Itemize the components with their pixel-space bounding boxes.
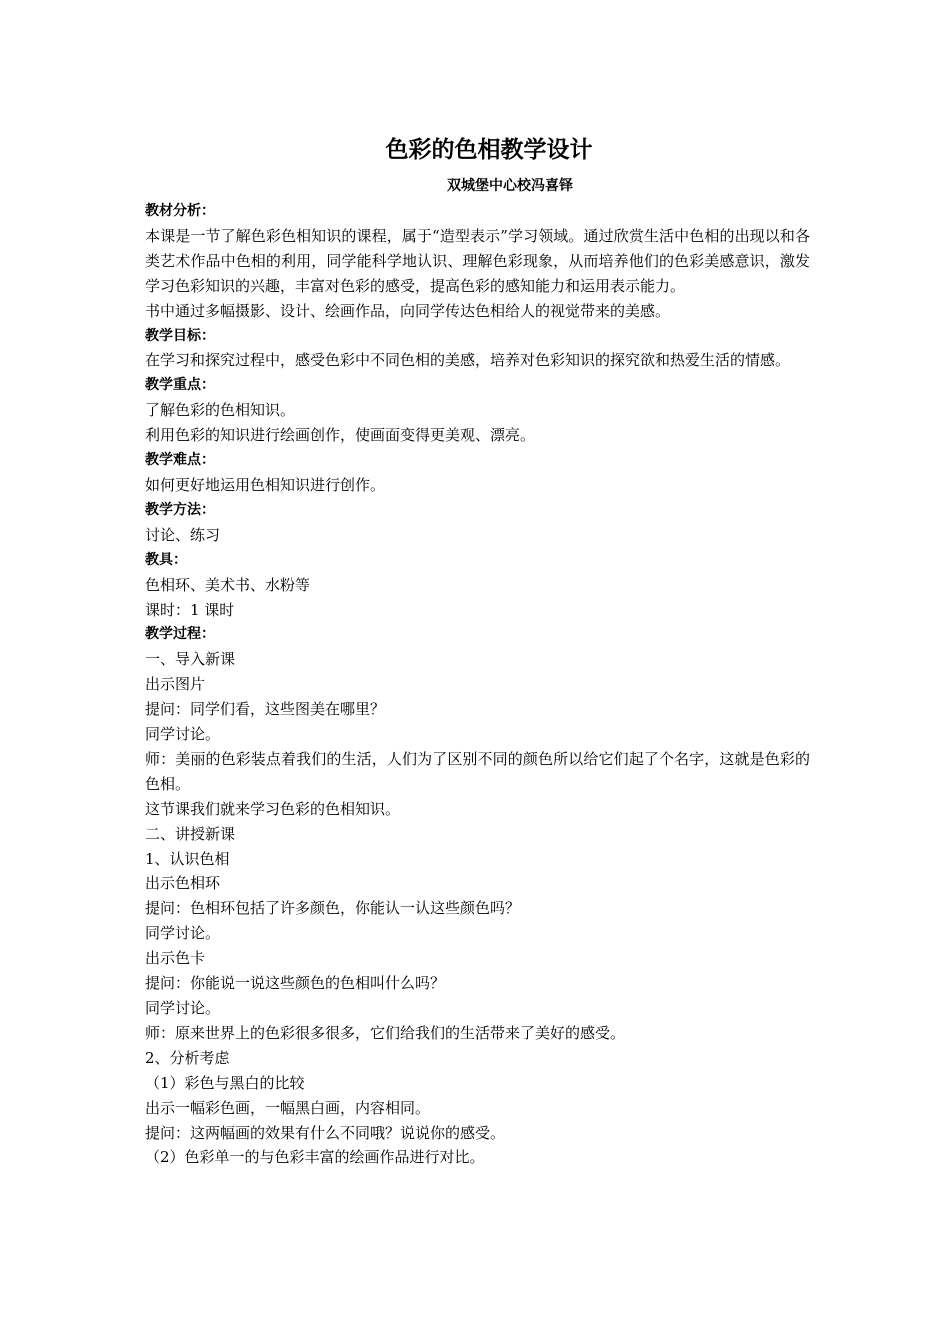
paragraph-line: 出示色相环 (145, 874, 221, 893)
section-heading: 教学难点： (145, 452, 215, 469)
paragraph-line: 二、讲授新课 (145, 824, 236, 843)
section-heading: 教学重点： (145, 377, 215, 394)
document-author: 双城堡中心校冯喜铎 (447, 178, 573, 194)
paragraph-line: 利用色彩的知识进行绘画创作，使画面变得更美观、漂亮。 (145, 426, 536, 445)
paragraph-line: 出示图片 (145, 675, 206, 694)
paragraph-line: 同学讨论。 (145, 999, 221, 1017)
document-title: 色彩的色相教学设计 (385, 137, 593, 163)
paragraph-line: 这节课我们就来学习色彩的色相知识。 (145, 799, 401, 818)
paragraph-line: 如何更好地运用色相知识进行创作。 (145, 475, 386, 494)
paragraph-line: 课时：1 课时 (145, 600, 235, 619)
paragraph-line: 2、分析考虑 (145, 1048, 230, 1067)
paragraph-line: 书中通过多幅摄影、设计、绘画作品，向同学传达色相给人的视觉带来的美感。 (145, 301, 671, 320)
section-heading: 教材分析： (145, 203, 215, 219)
section-heading: 教学目标： (145, 327, 215, 344)
paragraph-line: （2）色彩单一的与色彩丰富的绘画作品进行对比。 (145, 1148, 485, 1167)
paragraph-line: 了解色彩的色相知识。 (145, 401, 296, 420)
section-heading: 教学过程： (145, 626, 215, 643)
paragraph-line: 师：原来世界上的色彩很多很多，它们给我们的生活带来了美好的感受。 (145, 1023, 626, 1042)
paragraph-line: （1）彩色与黑白的比较 (145, 1073, 305, 1092)
section-heading: 教具： (145, 551, 187, 568)
paragraph-line: 提问：这两幅画的效果有什么不同哦？说说你的感受。 (145, 1123, 506, 1142)
paragraph-line: 提问：你能说一说这些颜色的色相叫什么吗？ (145, 974, 446, 993)
paragraph-line: 同学讨论。 (145, 725, 221, 744)
paragraph-line: 讨论、练习 (145, 525, 221, 544)
paragraph-line: 在学习和探究过程中，感受色彩中不同色相的美感，培养对色彩知识的探究欲和热爱生活的情感。 (145, 351, 791, 370)
paragraph-line: 同学讨论。 (145, 924, 221, 943)
paragraph-line: 师：美丽的色彩装点着我们的生活，人们为了区别不同的颜色所以给它们起了个名字，这就是色彩的色相。 (145, 749, 810, 793)
document-body (145, 199, 810, 1170)
paragraph-line: 出示一幅彩色画，一幅黑白画，内容相同。 (145, 1098, 431, 1117)
paragraph-line: 本课是一节了解色彩色相知识的课程，属于“造型表示”学习领域。通过欣赏生活中色相的出现以和各类艺术作品中色相的利用，同学能科学地认识、理解色彩现象，从而培养他们的色彩美感意识，激发学习色彩知识的兴趣，丰富对色彩的感受，提高色彩的感知能力和运用表示能力。 (145, 226, 810, 295)
section-heading: 教学方法： (145, 501, 215, 518)
paragraph-line: 出示色卡 (145, 949, 206, 968)
paragraph-line: 提问：色相环包括了许多颜色，你能认一认这些颜色吗？ (145, 899, 521, 918)
paragraph-line: 1、认识色相 (145, 849, 230, 868)
paragraph-line: 一、导入新课 (145, 650, 236, 669)
paragraph-line: 提问：同学们看，这些图美在哪里？ (145, 700, 386, 719)
paragraph-line: 色相环、美术书、水粉等 (145, 575, 311, 594)
